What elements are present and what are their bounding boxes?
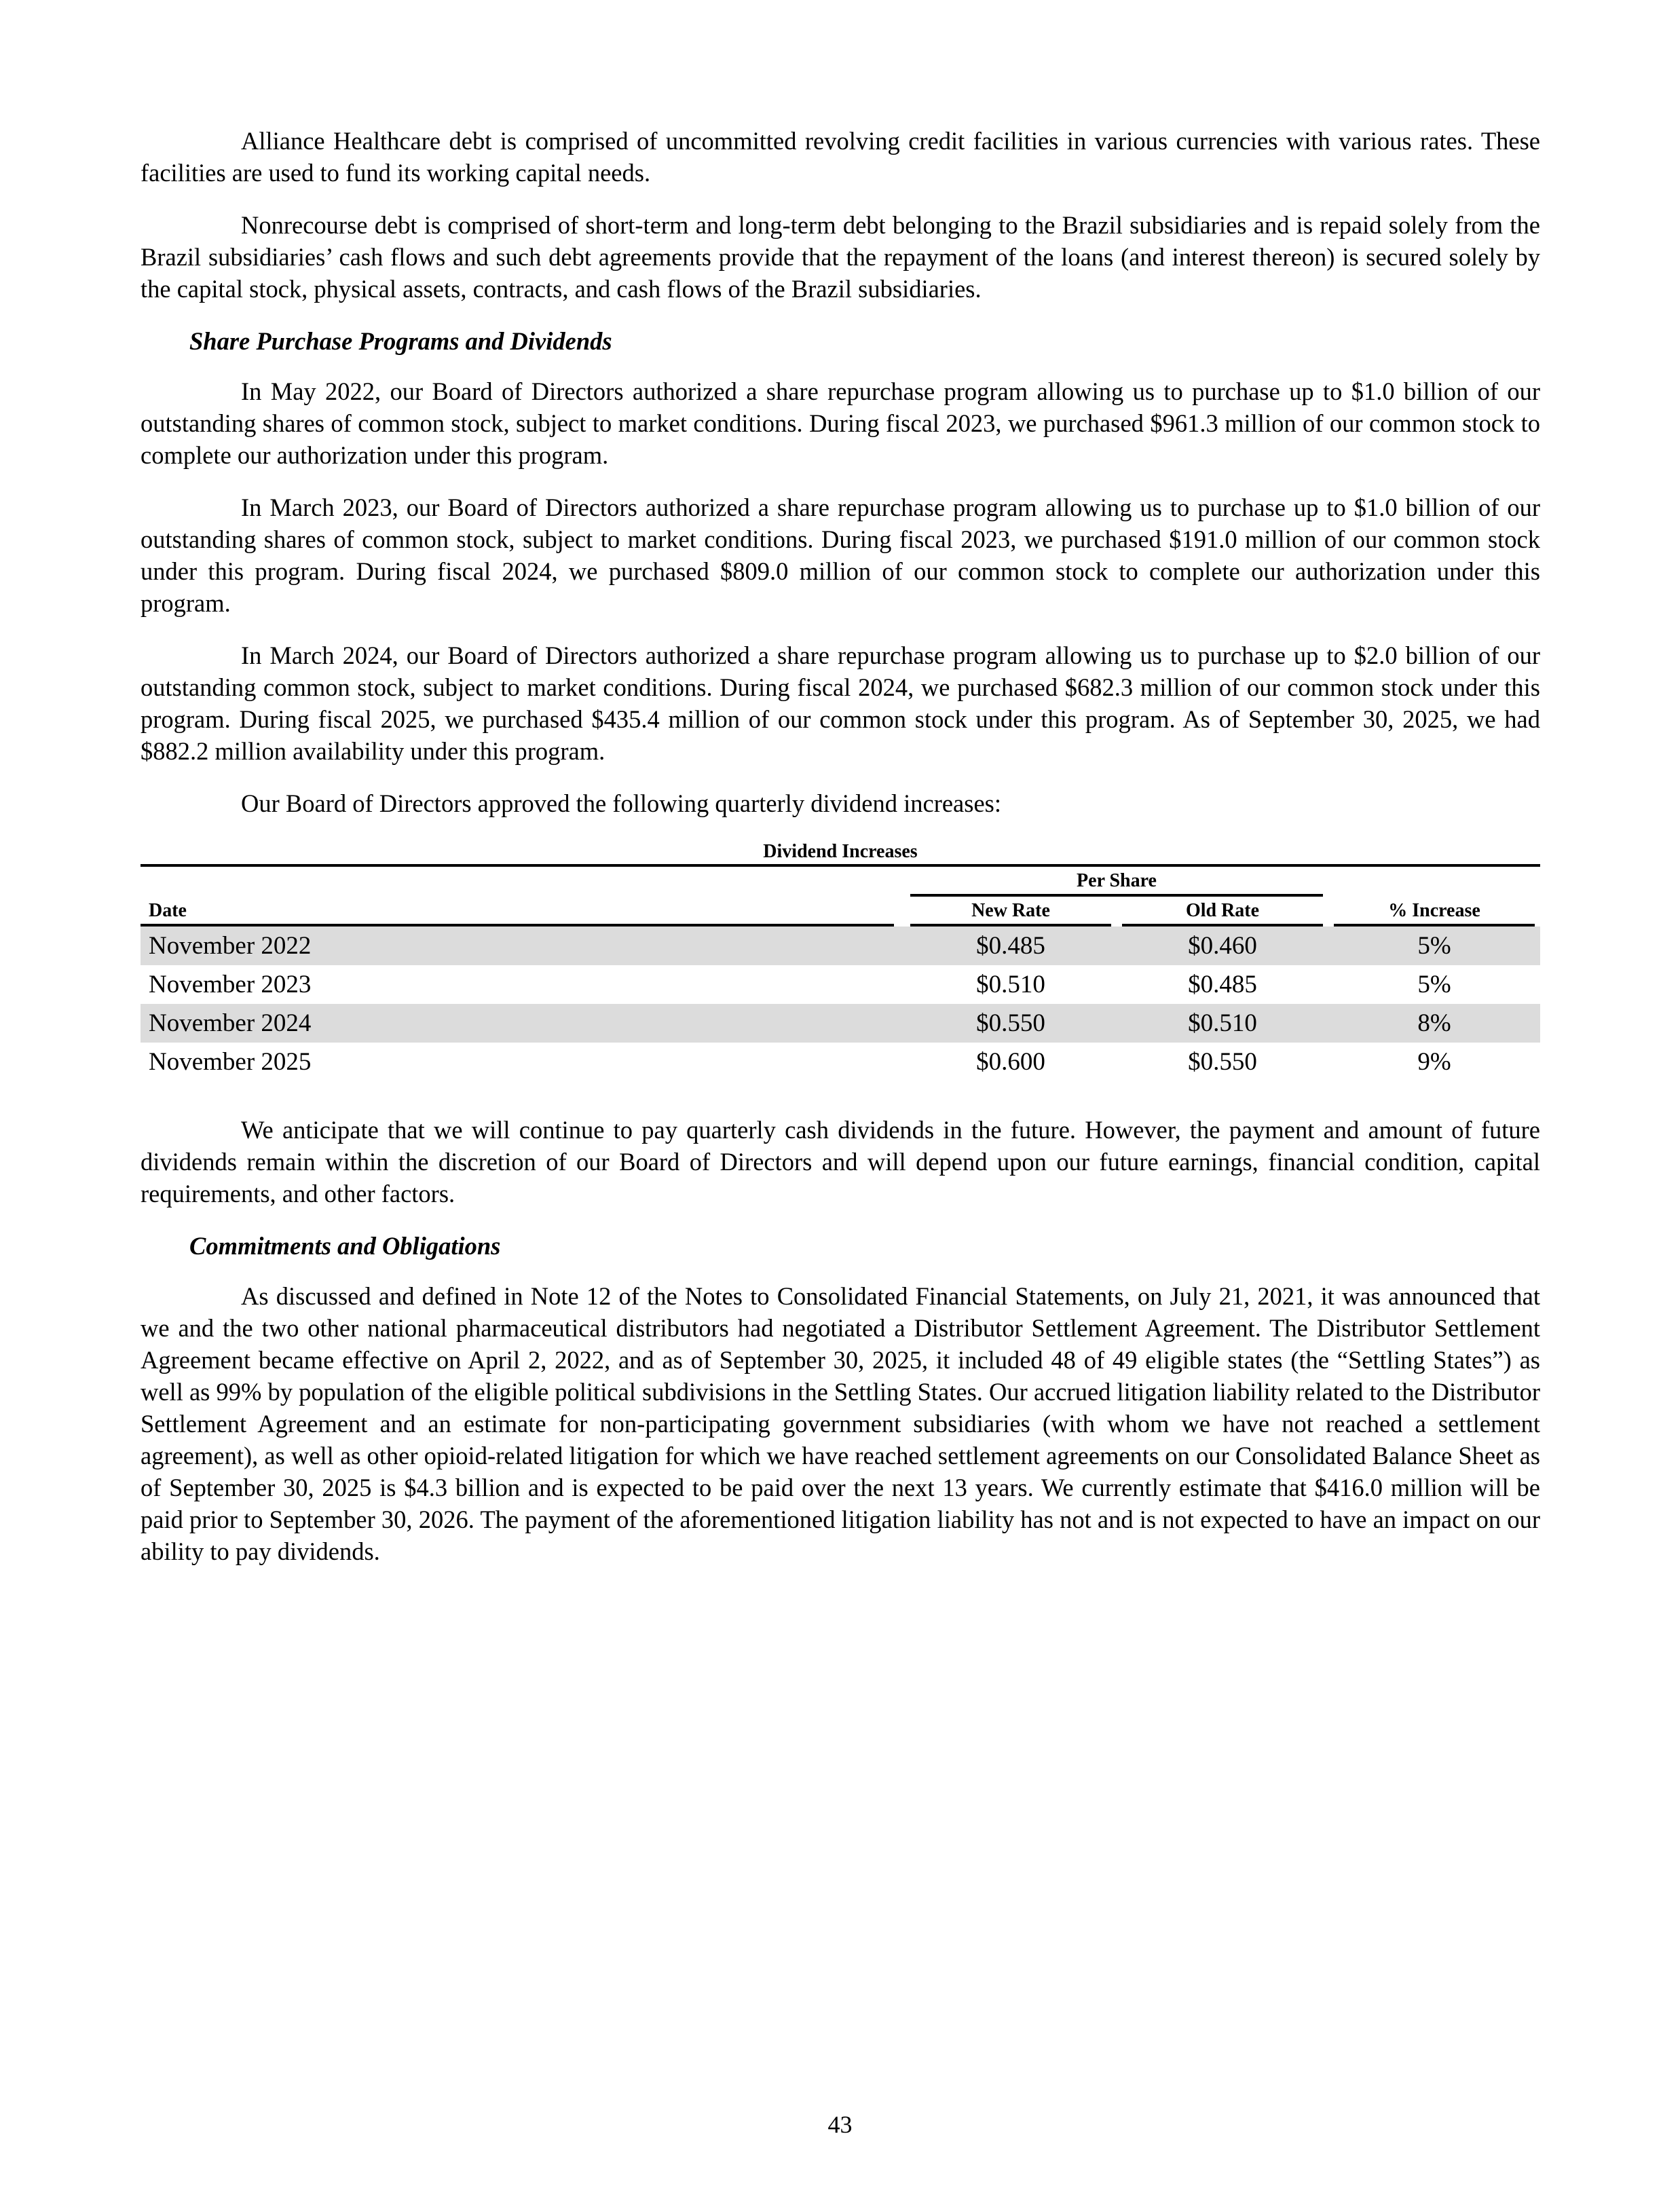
paragraph-march-2023-program: In March 2023, our Board of Directors authorized a share repurchase program allowing us to purchase up to $1.0 billion of our outstanding shares of common stock, subject to market conditions. During fiscal 2023, we purchased $191.0 million of our common stock under this program. During fiscal 2024, we purchased $809.0 million of our common stock to complete our authorization under this program.: [141, 493, 1540, 617]
cell-old-rate: $0.510: [1117, 1004, 1328, 1043]
dividend-increases-table-section: [141, 840, 1540, 1081]
paragraph-alliance-healthcare-debt: Alliance Healthcare debt is comprised of uncommitted revolving credit facilities in various currencies with various rates. These facilities are used to fund its working capital needs.: [141, 127, 1540, 187]
column-header-pct-increase: % Increase: [1328, 897, 1540, 927]
table-header-row-group: [141, 865, 1540, 897]
cell-new-rate: $0.510: [976, 970, 1045, 998]
cell-date: November 2023: [149, 970, 312, 998]
table-row: [141, 927, 1540, 965]
heading-share-purchase-programs: Share Purchase Programs and Dividends: [189, 327, 612, 355]
table-row: [141, 965, 1540, 1004]
cell-old-rate: $0.460: [1117, 927, 1328, 965]
table-row: [141, 1004, 1540, 1043]
cell-pct-increase: 9%: [1417, 1047, 1451, 1076]
cell-old-rate: $0.485: [1188, 970, 1257, 998]
paragraph-nonrecourse-debt: Nonrecourse debt is comprised of short-term and long-term debt belonging to the Brazil subsidiaries and is repaid solely from the Brazil subsidiaries’ cash flows and such debt agreements provide that the repayment of the loans (and interest thereon) is secured solely by the capital stock, physical assets, contracts, and cash flows of the Brazil subsidiaries.: [141, 211, 1540, 303]
cell-date: November 2022: [141, 927, 905, 965]
paragraph-future-dividends: We anticipate that we will continue to pay quarterly cash dividends in the future. However, the payment and amount of future dividends remain within the discretion of our Board of Directors and will depend upon our future earnings, financial condition, capital requirements, and other factors.: [141, 1116, 1540, 1208]
column-header-old-rate: Old Rate: [1117, 897, 1328, 927]
paragraph-march-2024-program: In March 2024, our Board of Directors authorized a share repurchase program allowing us to purchase up to $2.0 billion of our outstanding common stock, subject to market conditions. During fiscal 2024, we purchased $682.3 million of our common stock under this program. During fiscal 2025, we purchased $435.4 million of our common stock under this program. As of September 30, 2025, we had $882.2 million availability under this program.: [141, 641, 1540, 765]
paragraph-distributor-settlement: As discussed and defined in Note 12 of the Notes to Consolidated Financial Statements, on July 21, 2021, it was announced that we and the two other national pharmaceutical distributors had negotiated a Distributor Settlement Agreement. The Distributor Settlement Agreement became effective on April 2, 2022, and as of September 30, 2025, it included 48 of 49 eligible states (the “Settling States”) as well as 99% by population of the eligible political subdivisions in the Settling States. Our accrued litigation liability related to the Distributor Settlement Agreement and an estimate for non-participating government subsidiaries (with whom we have not reached a settlement agreement), as well as other opioid-related litigation for which we have reached settlement agreements on our Consolidated Balance Sheet as of September 30, 2025 is $4.3 billion and is expected to be paid over the next 13 years. We currently estimate that $416.0 million will be paid prior to September 30, 2026. The payment of the aforementioned litigation liability has not and is not expected to have an impact on our ability to pay dividends.: [141, 1282, 1540, 1565]
paragraph-dividend-intro: Our Board of Directors approved the following quarterly dividend increases:: [241, 789, 1002, 817]
table-header-row: [141, 897, 1540, 927]
table-title: Dividend Increases: [763, 841, 918, 862]
column-header-date: Date: [141, 897, 905, 927]
cell-new-rate: $0.600: [976, 1047, 1045, 1076]
cell-pct-increase: 5%: [1328, 927, 1540, 965]
cell-pct-increase: 5%: [1417, 970, 1451, 998]
paragraph-may-2022-program: In May 2022, our Board of Directors authorized a share repurchase program allowing us to purchase up to $1.0 billion of our outstanding shares of common stock, subject to market conditions. During fiscal 2023, we purchased $961.3 million of our common stock to complete our authorization under this program.: [141, 377, 1540, 469]
cell-date: November 2024: [141, 1004, 905, 1043]
cell-old-rate: $0.550: [1188, 1047, 1257, 1076]
cell-new-rate: $0.485: [905, 927, 1117, 965]
dividend-increases-table: [141, 864, 1540, 1081]
page-number: 43: [827, 2111, 853, 2138]
cell-pct-increase: 8%: [1328, 1004, 1540, 1043]
heading-commitments-obligations: Commitments and Obligations: [189, 1232, 501, 1260]
cell-new-rate: $0.550: [905, 1004, 1117, 1043]
per-share-group-header: Per Share: [905, 865, 1328, 897]
cell-date: November 2025: [149, 1047, 312, 1076]
document-page: [141, 125, 1540, 1588]
column-header-new-rate: New Rate: [905, 897, 1117, 927]
table-row: [141, 1043, 1540, 1081]
